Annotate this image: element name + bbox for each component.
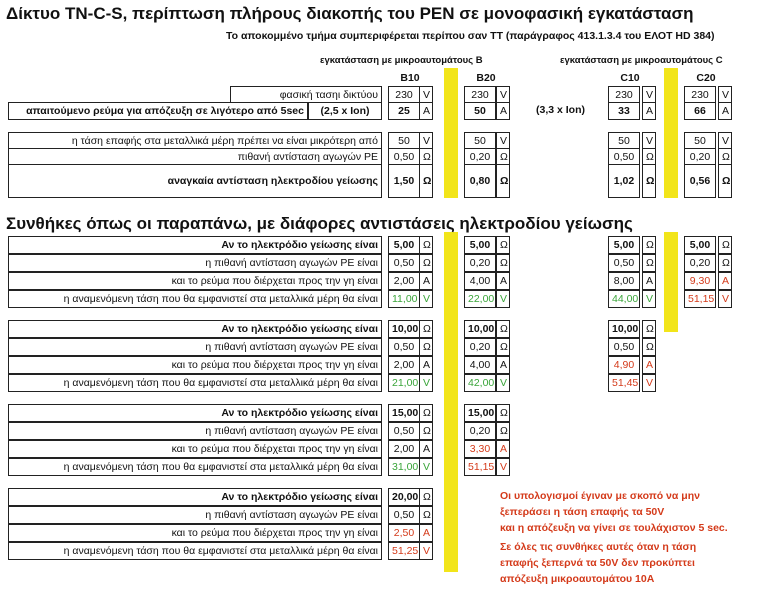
trip-current-value: 50	[464, 102, 496, 120]
block1-pe-unit: Ω	[718, 254, 732, 272]
phase-voltage-label: φασική τασηι δικτύου	[230, 86, 382, 104]
phase-voltage-unit: V	[718, 86, 732, 104]
block1-voltage-unit: V	[642, 290, 656, 308]
required-resistance-unit: Ω	[496, 164, 510, 198]
block2-current-unit: A	[496, 356, 510, 374]
page-title: Δίκτυο TN-C-S, περίπτωση πλήρους διακοπής του PEN σε μονοφασική εγκατάσταση	[6, 4, 694, 23]
block3-voltage-unit: V	[419, 458, 433, 476]
block3-electrode-unit: Ω	[419, 404, 433, 422]
required-resistance-value: 0,56	[684, 164, 716, 198]
trip-current-unit: A	[718, 102, 732, 120]
block1-voltage-unit: V	[496, 290, 510, 308]
row-label-pe: η πιθανή αντίσταση αγωγών PE είναι	[8, 506, 382, 524]
header-c10: C10	[620, 72, 640, 84]
required-resistance-label: αναγκαία αντίσταση ηλεκτροδίου γείωσης	[8, 164, 382, 198]
required-resistance-value: 0,80	[464, 164, 496, 198]
block2-electrode-value: 10,00	[388, 320, 420, 338]
touch-voltage-unit: V	[718, 132, 732, 150]
block2-electrode-unit: Ω	[496, 320, 510, 338]
block4-current-value: 2,50	[388, 524, 420, 542]
block1-pe-value: 0,50	[388, 254, 420, 272]
highlight-stripe-c	[664, 68, 678, 198]
touch-voltage-value: 50	[684, 132, 716, 150]
pe-resistance-value: 0,20	[464, 148, 496, 166]
block1-current-unit: A	[642, 272, 656, 290]
block1-pe-value: 0,20	[464, 254, 496, 272]
block1-electrode-value: 5,00	[608, 236, 640, 254]
row-label-voltage: η αναμενόμενη τάση που θα εμφανιστεί στα μεταλλικά μέρη θα είναι	[8, 542, 382, 560]
row-label-current: και το ρεύμα που διέρχεται προς την γη είναι	[8, 356, 382, 374]
block2-electrode-value: 10,00	[608, 320, 640, 338]
block4-voltage-unit: V	[419, 542, 433, 560]
row-label-voltage: η αναμενόμενη τάση που θα εμφανιστεί στα μεταλλικά μέρη θα είναι	[8, 374, 382, 392]
block1-electrode-value: 5,00	[388, 236, 420, 254]
block1-pe-unit: Ω	[419, 254, 433, 272]
block1-pe-unit: Ω	[496, 254, 510, 272]
row-label-pe: η πιθανή αντίσταση αγωγών PE είναι	[8, 254, 382, 272]
block3-current-value: 3,30	[464, 440, 496, 458]
block2-voltage-value: 51,45	[608, 374, 640, 392]
trip-current-label: απαιτούμενο ρεύμα για απόζευξη σε λιγότερο από 5sec	[8, 102, 308, 120]
block1-electrode-unit: Ω	[718, 236, 732, 254]
phase-voltage-value: 230	[388, 86, 420, 104]
block1-voltage-unit: V	[718, 290, 732, 308]
pe-resistance-value: 0,50	[388, 148, 420, 166]
required-resistance-unit: Ω	[642, 164, 656, 198]
block1-current-unit: A	[718, 272, 732, 290]
block3-pe-unit: Ω	[496, 422, 510, 440]
block3-pe-unit: Ω	[419, 422, 433, 440]
row-label-electrode: Αν το ηλεκτρόδιο γείωσης είναι	[8, 320, 382, 338]
block4-electrode-value: 20,00	[388, 488, 420, 506]
block4-current-unit: A	[419, 524, 433, 542]
block1-pe-value: 0,50	[608, 254, 640, 272]
row-label-voltage: η αναμενόμενη τάση που θα εμφανιστεί στα μεταλλικά μέρη θα είναι	[8, 458, 382, 476]
row-label-voltage: η αναμενόμενη τάση που θα εμφανιστεί στα μεταλλικά μέρη θα είναι	[8, 290, 382, 308]
note-line: Σε όλες τις συνθήκες αυτές όταν η τάση	[500, 541, 697, 553]
touch-voltage-unit: V	[496, 132, 510, 150]
group-label-c: εγκατάσταση με μικροαυτομάτους C	[560, 55, 723, 66]
group-label-b: εγκατάσταση με μικροαυτομάτους Β	[320, 55, 483, 66]
block1-electrode-value: 5,00	[464, 236, 496, 254]
block1-pe-value: 0,20	[684, 254, 716, 272]
trip-current-c-factor: (3,3 x Ion)	[536, 104, 586, 116]
trip-current-value: 66	[684, 102, 716, 120]
trip-current-value: 33	[608, 102, 640, 120]
pe-resistance-unit: Ω	[642, 148, 656, 166]
row-label-electrode: Αν το ηλεκτρόδιο γείωσης είναι	[8, 488, 382, 506]
touch-voltage-label: η τάση επαφής στα μεταλλικά μέρη πρέπει να είναι μικρότερη από	[8, 132, 382, 150]
page-subtitle: Το αποκομμένο τμήμα συμπεριφέρεται περίπου σαν ΤΤ (παράγραφος 413.1.3.4 του ΕΛΟΤ HD 384)	[226, 30, 715, 42]
block3-electrode-value: 15,00	[464, 404, 496, 422]
block3-electrode-unit: Ω	[496, 404, 510, 422]
block1-electrode-unit: Ω	[496, 236, 510, 254]
phase-voltage-value: 230	[684, 86, 716, 104]
touch-voltage-value: 50	[388, 132, 420, 150]
trip-current-unit: A	[642, 102, 656, 120]
block3-pe-value: 0,50	[388, 422, 420, 440]
block1-current-unit: A	[419, 272, 433, 290]
block2-current-unit: A	[419, 356, 433, 374]
pe-resistance-unit: Ω	[419, 148, 433, 166]
touch-voltage-value: 50	[608, 132, 640, 150]
block1-pe-unit: Ω	[642, 254, 656, 272]
header-b20: B20	[476, 72, 496, 84]
block4-pe-value: 0,50	[388, 506, 420, 524]
pe-resistance-value: 0,50	[608, 148, 640, 166]
block3-current-unit: A	[419, 440, 433, 458]
block1-current-value: 8,00	[608, 272, 640, 290]
trip-current-unit: A	[496, 102, 510, 120]
block1-current-value: 9,30	[684, 272, 716, 290]
note-line: επαφής ξεπερνά τα 50V δεν προκύπτει	[500, 557, 695, 569]
block3-electrode-value: 15,00	[388, 404, 420, 422]
block1-electrode-unit: Ω	[642, 236, 656, 254]
block3-voltage-unit: V	[496, 458, 510, 476]
required-resistance-unit: Ω	[718, 164, 732, 198]
pe-resistance-label: πιθανή αντίσταση αγωγών PE	[8, 148, 382, 166]
block2-voltage-unit: V	[419, 374, 433, 392]
block1-current-unit: A	[496, 272, 510, 290]
pe-resistance-unit: Ω	[718, 148, 732, 166]
block1-voltage-value: 51,15	[684, 290, 716, 308]
note-line: και η απόζευξη να γίνει σε τουλάχιστον 5 sec.	[500, 522, 728, 534]
row-label-pe: η πιθανή αντίσταση αγωγών PE είναι	[8, 338, 382, 356]
block2-pe-value: 0,20	[464, 338, 496, 356]
block3-voltage-value: 51,15	[464, 458, 496, 476]
block1-voltage-value: 44,00	[608, 290, 640, 308]
block2-current-value: 4,90	[608, 356, 640, 374]
block1-electrode-unit: Ω	[419, 236, 433, 254]
trip-current-value: 25	[388, 102, 420, 120]
touch-voltage-unit: V	[642, 132, 656, 150]
phase-voltage-value: 230	[464, 86, 496, 104]
block2-current-value: 4,00	[464, 356, 496, 374]
required-resistance-unit: Ω	[419, 164, 433, 198]
row-label-current: και το ρεύμα που διέρχεται προς την γη είναι	[8, 272, 382, 290]
highlight-stripe-b-lower	[444, 232, 458, 572]
block1-current-value: 4,00	[464, 272, 496, 290]
block2-current-unit: A	[642, 356, 656, 374]
note-line: Οι υπολογισμοί έγιναν με σκοπό να μην	[500, 490, 700, 502]
block2-voltage-value: 21,00	[388, 374, 420, 392]
block1-voltage-value: 22,00	[464, 290, 496, 308]
block2-voltage-unit: V	[496, 374, 510, 392]
block4-pe-unit: Ω	[419, 506, 433, 524]
pe-resistance-unit: Ω	[496, 148, 510, 166]
block4-electrode-unit: Ω	[419, 488, 433, 506]
row-label-current: και το ρεύμα που διέρχεται προς την γη είναι	[8, 524, 382, 542]
phase-voltage-unit: V	[419, 86, 433, 104]
block2-current-value: 2,00	[388, 356, 420, 374]
highlight-stripe-b	[444, 68, 458, 198]
block2-pe-unit: Ω	[419, 338, 433, 356]
note-line: ξεπεράσει η τάση επαφής τα 50V	[500, 506, 665, 518]
header-b10: B10	[400, 72, 420, 84]
block2-pe-value: 0,50	[608, 338, 640, 356]
required-resistance-value: 1,50	[388, 164, 420, 198]
block2-electrode-unit: Ω	[419, 320, 433, 338]
row-label-electrode: Αν το ηλεκτρόδιο γείωσης είναι	[8, 404, 382, 422]
block2-voltage-unit: V	[642, 374, 656, 392]
block4-voltage-value: 51,25	[388, 542, 420, 560]
touch-voltage-value: 50	[464, 132, 496, 150]
block1-current-value: 2,00	[388, 272, 420, 290]
block2-electrode-value: 10,00	[464, 320, 496, 338]
block2-pe-unit: Ω	[642, 338, 656, 356]
section-heading: Συνθήκες όπως οι παραπάνω, με διάφορες αντιστάσεις ηλεκτροδίου γείωσης	[6, 214, 633, 233]
row-label-current: και το ρεύμα που διέρχεται προς την γη είναι	[8, 440, 382, 458]
highlight-stripe-c-lower	[664, 232, 678, 332]
note-line: απόζευξη μικροαυτομάτου 10A	[500, 573, 655, 585]
required-resistance-value: 1,02	[608, 164, 640, 198]
touch-voltage-unit: V	[419, 132, 433, 150]
block2-pe-unit: Ω	[496, 338, 510, 356]
phase-voltage-unit: V	[642, 86, 656, 104]
block1-voltage-value: 11,00	[388, 290, 420, 308]
block1-voltage-unit: V	[419, 290, 433, 308]
block2-voltage-value: 42,00	[464, 374, 496, 392]
block3-current-unit: A	[496, 440, 510, 458]
block3-pe-value: 0,20	[464, 422, 496, 440]
block2-electrode-unit: Ω	[642, 320, 656, 338]
block3-current-value: 2,00	[388, 440, 420, 458]
pe-resistance-value: 0,20	[684, 148, 716, 166]
trip-current-b-factor: (2,5 x Ion)	[308, 102, 382, 120]
header-c20: C20	[696, 72, 716, 84]
phase-voltage-value: 230	[608, 86, 640, 104]
row-label-pe: η πιθανή αντίσταση αγωγών PE είναι	[8, 422, 382, 440]
trip-current-unit: A	[419, 102, 433, 120]
block2-pe-value: 0,50	[388, 338, 420, 356]
row-label-electrode: Αν το ηλεκτρόδιο γείωσης είναι	[8, 236, 382, 254]
block1-electrode-value: 5,00	[684, 236, 716, 254]
phase-voltage-unit: V	[496, 86, 510, 104]
block3-voltage-value: 31,00	[388, 458, 420, 476]
